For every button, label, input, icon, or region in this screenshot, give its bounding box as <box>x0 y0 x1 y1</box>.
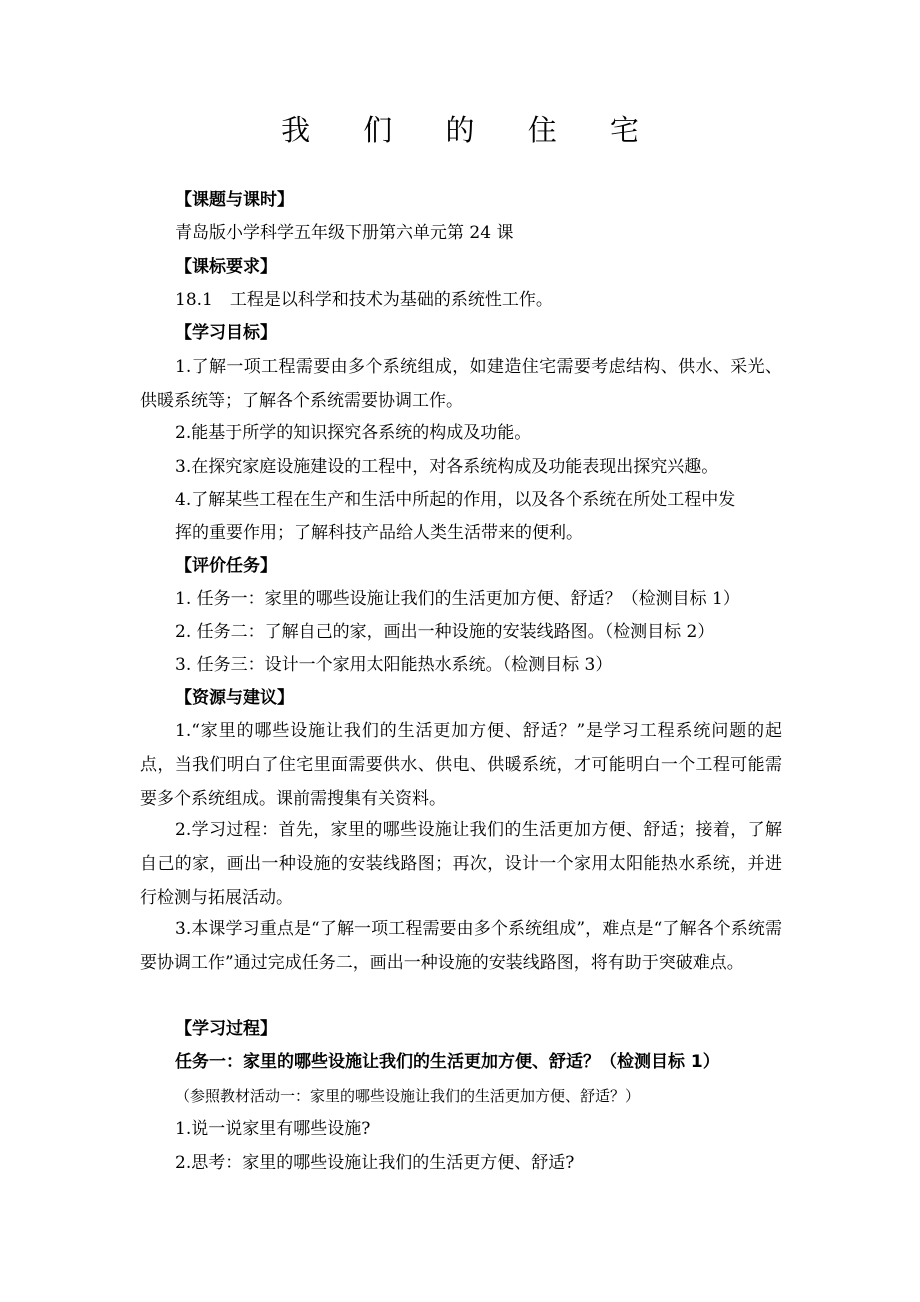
eval-task-1: 1. 任务一：家里的哪些设施让我们的生活更加方便、舒适？（检测目标 1） <box>175 589 740 609</box>
eval-task-2: 2. 任务二：了解自己的家，画出一种设施的安装线路图。（检测目标 2） <box>175 622 715 642</box>
resource-1: 1.“家里的哪些设施让我们的生活更加方便、舒适？”是学习工程系统问题的起点，当我们明白了住宅里面需要供水、供电、供暖系统，才可能明白一个工程可能需要多个系统组成。课前需搜集有关资料。 <box>140 721 782 809</box>
goal-4-line-1: 4.了解某些工程在生产和生活中所起的作用，以及各个系统在所处工程中发 <box>175 490 736 510</box>
goals-heading: 【学习目标】 <box>175 323 277 343</box>
page-title: 我 们 的 住 宅 <box>281 113 661 147</box>
resource-heading: 【资源与建议】 <box>175 688 294 708</box>
standard-heading: 【课标要求】 <box>175 257 277 277</box>
lesson-text: 青岛版小学科学五年级下册第六单元第 24 课 <box>175 223 514 243</box>
goal-1: 1.了解一项工程需要由多个系统组成，如建造住宅需要考虑结构、供水、采光、供暖系统等；了解各个系统需要协调工作。 <box>140 357 782 411</box>
lesson-heading: 【课题与课时】 <box>175 190 294 210</box>
task-1-question-2: 2.思考：家里的哪些设施让我们的生活更方便、舒适? <box>175 1153 575 1173</box>
task-1-title: 任务一：家里的哪些设施让我们的生活更加方便、舒适？（检测目标 1） <box>175 1052 720 1072</box>
goal-3: 3.在探究家庭设施建设的工程中，对各系统构成及功能表现出探究兴趣。 <box>175 457 719 477</box>
eval-task-3: 3. 任务三：设计一个家用太阳能热水系统。（检测目标 3） <box>175 655 613 675</box>
task-1-reference: （参照教材活动一：家里的哪些设施让我们的生活更加方便、舒适？） <box>175 1087 641 1105</box>
task-1-question-1: 1.说一说家里有哪些设施? <box>175 1119 371 1139</box>
eval-heading: 【评价任务】 <box>175 556 277 576</box>
resource-3: 3.本课学习重点是“了解一项工程需要由多个系统组成”，难点是“了解各个系统需要协调工作”通过完成任务二，画出一种设施的安装线路图，将有助于突破难点。 <box>140 919 782 973</box>
goal-2: 2.能基于所学的知识探究各系统的构成及功能。 <box>175 423 532 443</box>
process-heading: 【学习过程】 <box>175 1019 277 1039</box>
goal-4-line-2: 挥的重要作用；了解科技产品给人类生活带来的便利。 <box>175 523 583 543</box>
standard-text: 18.1 工程是以科学和技术为基础的系统性工作。 <box>175 290 553 310</box>
resource-2: 2.学习过程：首先，家里的哪些设施让我们的生活更加方便、舒适；接着，了解自己的家，画出一种设施的安装线路图；再次，设计一个家用太阳能热水系统，并进行检测与拓展活动。 <box>140 820 782 908</box>
